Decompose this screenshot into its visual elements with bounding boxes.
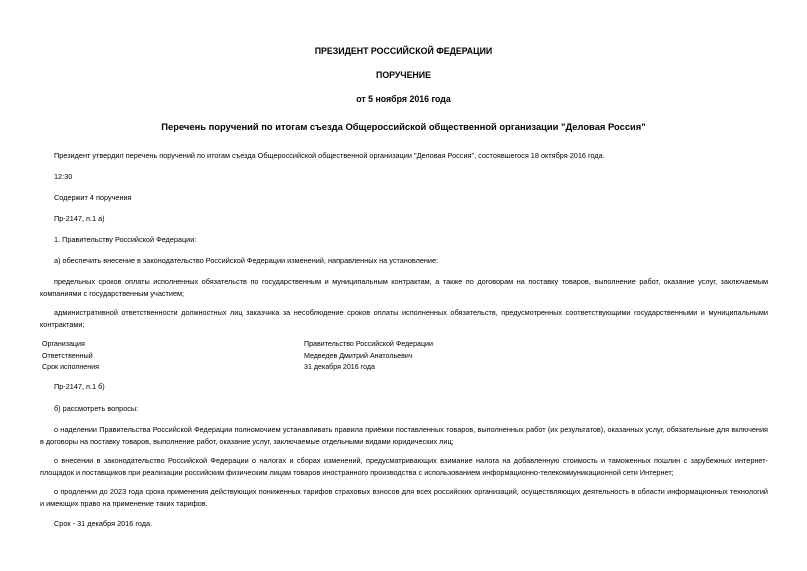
instructions-count: Содержит 4 поручения [54,193,132,202]
table-label-deadline: Срок исполнения [42,363,99,371]
document-type: ПОРУЧЕНИЕ [376,70,431,80]
responsibility-table [42,339,642,374]
document-subject: Перечень поручений по итогам съезда Общероссийской общественной организации "Деловая Россия" [161,121,646,132]
final-deadline: Срок - 31 декабря 2016 года. [54,519,153,528]
paragraph-a2-text: административной ответственности должностных лиц заказчика за несоблюдение сроков оплаты исполненных обязательств, предусмотренных соответствующими государственными и муниципальными контрактами; [40,308,768,329]
paragraph-b3-text: о продлении до 2023 года срока применения действующих пониженных тарифов страховых взносов для всех российских организаций, осуществляющих деятельность в области информационных технологий и имеющих право на применение таких тарифов. [40,487,768,508]
paragraph-b1 [40,424,768,448]
table-label-responsible: Ответственный [42,351,93,360]
document-date: от 5 ноября 2016 года [356,94,451,104]
time-label: 12:30 [54,172,73,181]
paragraph-a2 [40,307,768,331]
table-row [42,351,642,363]
reference-1: Пр-2147, п.1 а) [54,214,105,223]
intro-paragraph: Президент утвердил перечень поручений по итогам съезда Общероссийской общественной организации "Деловая Россия", состоявшегося 18 октября 2016 года. [54,151,605,160]
paragraph-a1-text: предельных сроков оплаты исполненных обязательств по государственным и муниципальным контрактам, а также по договорам на поставку товаров, выполнение работ, оказание услуг, заключаемым компаниями с государственным участием; [40,277,768,298]
paragraph-b3 [40,486,768,510]
point-1-heading: 1. Правительству Российской Федерации: [54,235,197,244]
paragraph-b1-text: о наделении Правительства Российской Федерации полномочием устанавливать правила приёмки поставленных товаров, выполненных работ (их результатов), оказанных услуг, обязательные для включения в договоры на поставку товаров, выполнение работ, оказание услуг, заключаемые отдельными видами юридических лиц; [40,425,768,446]
reference-2: Пр-2147, п.1 б) [54,382,105,391]
table-value-deadline: 31 декабря 2016 года [304,363,375,371]
table-label-organization: Организация [42,340,85,348]
table-value-organization: Правительство Российской Федерации [304,340,433,348]
issuing-authority: ПРЕЗИДЕНТ РОССИЙСКОЙ ФЕДЕРАЦИИ [314,46,493,56]
paragraph-a1 [40,276,768,300]
paragraph-b2-text: о внесении в законодательство Российской Федерации о налогах и сборах изменений, предусматривающих взимание налога на добавленную стоимость и таможенных пошлин с зарубежных интернет-площадок и поставщиков при реализации российским физическим лицам товаров иностранного производства с использованием информационно-телекоммуникационной сети Интернет; [40,456,768,477]
table-row [42,362,642,374]
table-row [42,339,642,351]
point-b-heading: б) рассмотреть вопросы: [54,404,139,413]
table-value-responsible: Медведев Дмитрий Анатольевич [304,351,413,360]
point-a-heading: а) обеспечить внесение в законодательство Российской Федерации изменений, направленных на установление: [54,256,439,265]
paragraph-b2 [40,455,768,479]
